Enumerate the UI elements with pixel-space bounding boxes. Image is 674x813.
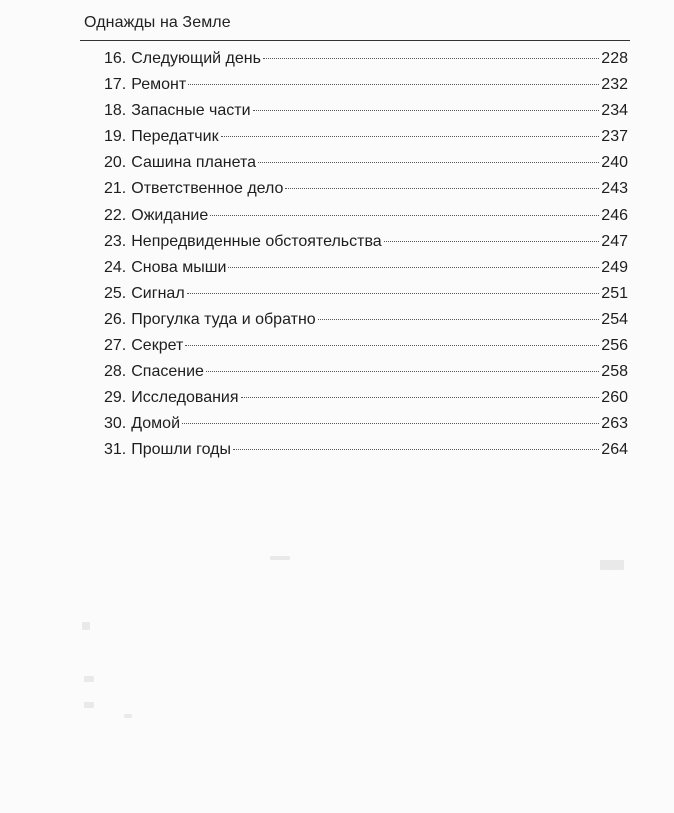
toc-entry-title: Спасение (131, 363, 204, 381)
toc-entry-page: 264 (601, 441, 628, 459)
toc-dot-leader (233, 449, 599, 450)
toc-entry-number: 26. (104, 310, 127, 328)
toc-entry-number: 28. (104, 363, 127, 381)
show-through-mark (84, 676, 94, 682)
toc-entry-page: 260 (601, 389, 628, 407)
toc-entry-number: 23. (104, 232, 127, 250)
toc-entry-number: 22. (104, 206, 127, 224)
toc-entry-title: Непредвиденные обстоятельства (131, 232, 382, 250)
toc-entry-number: 17. (104, 76, 127, 94)
toc-entry (104, 307, 628, 333)
toc-entry-title: Прошли годы (131, 441, 231, 459)
toc-entry (104, 72, 628, 98)
toc-entry-title: Следующий день (131, 50, 261, 67)
toc-entry (104, 385, 628, 411)
toc-dot-leader (241, 397, 600, 398)
toc-entry-title: Ремонт (131, 76, 187, 94)
toc-entry (104, 229, 628, 255)
toc-entry-number: 20. (104, 154, 127, 172)
toc-entry-number: 16. (104, 50, 127, 67)
toc-entry-page: 232 (601, 76, 628, 94)
toc-entry (104, 281, 628, 307)
toc-entry-page: 240 (601, 154, 628, 172)
toc-entry-title: Секрет (131, 337, 184, 355)
toc-entry-title: Ответственное дело (131, 180, 284, 198)
toc-entry-page: 249 (601, 258, 628, 276)
toc-entry (104, 359, 628, 385)
toc-entry (104, 98, 628, 124)
toc-entry (104, 203, 628, 229)
toc-entry-title: Запасные части (131, 102, 251, 120)
toc-entry (104, 255, 628, 281)
toc-entry-page: 243 (601, 180, 628, 198)
toc-entry-title: Домой (131, 415, 180, 433)
toc-entry (104, 333, 628, 359)
toc-entry-page: 251 (601, 284, 628, 302)
toc-dot-leader (206, 371, 599, 372)
toc-dot-leader (188, 84, 599, 85)
toc-entry-title: Исследования (131, 389, 239, 407)
toc-entry (104, 176, 628, 202)
toc-entry-number: 21. (104, 180, 127, 198)
table-of-contents (104, 46, 628, 464)
toc-dot-leader (384, 241, 600, 242)
toc-entry-title: Ожидание (131, 206, 209, 224)
toc-entry-page: 247 (601, 232, 628, 250)
toc-entry-page: 258 (601, 363, 628, 381)
toc-entry-title: Снова мыши (131, 258, 227, 276)
toc-entry-number: 25. (104, 284, 127, 302)
toc-entry-page: 256 (601, 337, 628, 355)
toc-entry-title: Сигнал (131, 284, 185, 302)
toc-dot-leader (187, 293, 600, 294)
toc-entry-number: 24. (104, 258, 127, 276)
toc-entry (104, 437, 628, 463)
toc-entry-page: 234 (601, 102, 628, 120)
toc-dot-leader (253, 110, 600, 111)
show-through-mark (270, 556, 290, 560)
toc-dot-leader (285, 188, 599, 189)
toc-entry (104, 124, 628, 150)
show-through-mark (124, 714, 132, 718)
show-through-mark (600, 560, 624, 570)
toc-dot-leader (185, 345, 599, 346)
toc-entry (104, 411, 628, 437)
toc-dot-leader (228, 267, 599, 268)
toc-entry-page: 254 (601, 310, 628, 328)
toc-entry-number: 18. (104, 102, 127, 120)
toc-dot-leader (318, 319, 600, 320)
running-header-title: Однажды на Земле (84, 14, 231, 31)
toc-entry-page: 228 (601, 50, 628, 67)
toc-dot-leader (210, 215, 599, 216)
toc-entry-number: 19. (104, 128, 127, 146)
header-rule (80, 40, 630, 41)
toc-entry-page: 263 (601, 415, 628, 433)
toc-dot-leader (221, 136, 600, 137)
toc-entry (104, 150, 628, 176)
toc-entry-page: 246 (601, 206, 628, 224)
toc-entry-page: 237 (601, 128, 628, 146)
toc-entry-title: Сашина планета (131, 154, 256, 172)
toc-entry-number: 30. (104, 415, 127, 433)
toc-entry-number: 29. (104, 389, 127, 407)
toc-dot-leader (263, 58, 599, 59)
toc-dot-leader (182, 423, 599, 424)
toc-entry-title: Прогулка туда и обратно (131, 310, 316, 328)
toc-entry-number: 27. (104, 337, 127, 355)
toc-entry (104, 46, 628, 72)
show-through-mark (82, 622, 90, 630)
toc-entry-number: 31. (104, 441, 127, 459)
show-through-mark (84, 702, 94, 708)
toc-dot-leader (258, 162, 599, 163)
toc-entry-title: Передатчик (131, 128, 219, 146)
